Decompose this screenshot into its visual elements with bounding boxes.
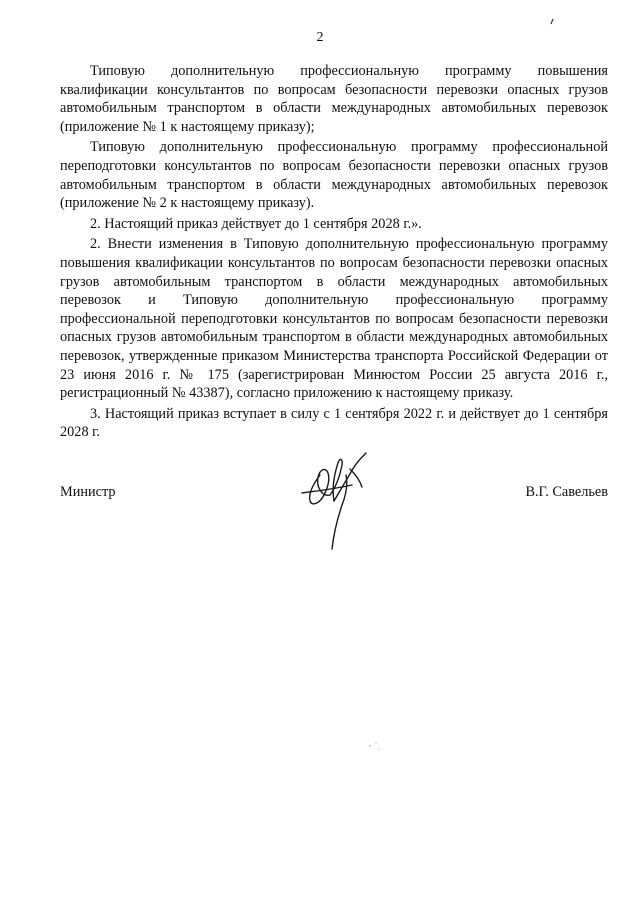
signatory-name: В.Г. Савельев [525,484,608,500]
page-number: 2 [316,30,324,45]
handwritten-signature-icon [290,445,380,555]
signatory-position: Министр [60,484,116,500]
document-body [60,62,608,444]
scan-speck-icon [368,740,382,752]
paragraph-program-qualification: Типовую дополнительную профессиональную программу повышения квалификации консультантов по вопросам безопасности перевозки опасных грузов автомобильным транспортом в области международных автомобильных перевозок (приложение № 1 к настоящему приказу); [60,63,608,135]
paragraph-validity: 2. Настоящий приказ действует до 1 сентября 2028 г.». [90,215,422,232]
scan-mark-icon [549,18,555,26]
paragraph-program-retraining: Типовую дополнительную профессиональную программу профессиональной переподготовки консультантов по вопросам безопасности перевозки опасных грузов автомобильным транспортом в области международных автомобильных перевозок (приложение № 2 к настоящему приказу). [60,139,608,212]
paragraph-amendments: 2. Внести изменения в Типовую дополнительную профессиональную программу повышения квалификации консультантов по вопросам безопасности перевозки опасных грузов автомобильным транспортом в области международных автомобильных перевозок и Типовую дополнительную профессиональную программу профессиональной переподготовки консультантов по вопросам безопасности перевозки опасных грузов автомобильным транспортом в области международных автомобильных перевозок, утвержденные приказом Министерства транспорта Российской Федерации от 23 июня 2016 г. № 175 (зарегистрирован Минюстом России 25 августа 2016 г., регистрационный № 43387), согласно приложению к настоящему приказу. [60,236,608,402]
paragraph-entry-into-force: 3. Настоящий приказ вступает в силу с 1 сентября 2022 г. и действует до 1 сентября 2028 г. [60,405,608,441]
